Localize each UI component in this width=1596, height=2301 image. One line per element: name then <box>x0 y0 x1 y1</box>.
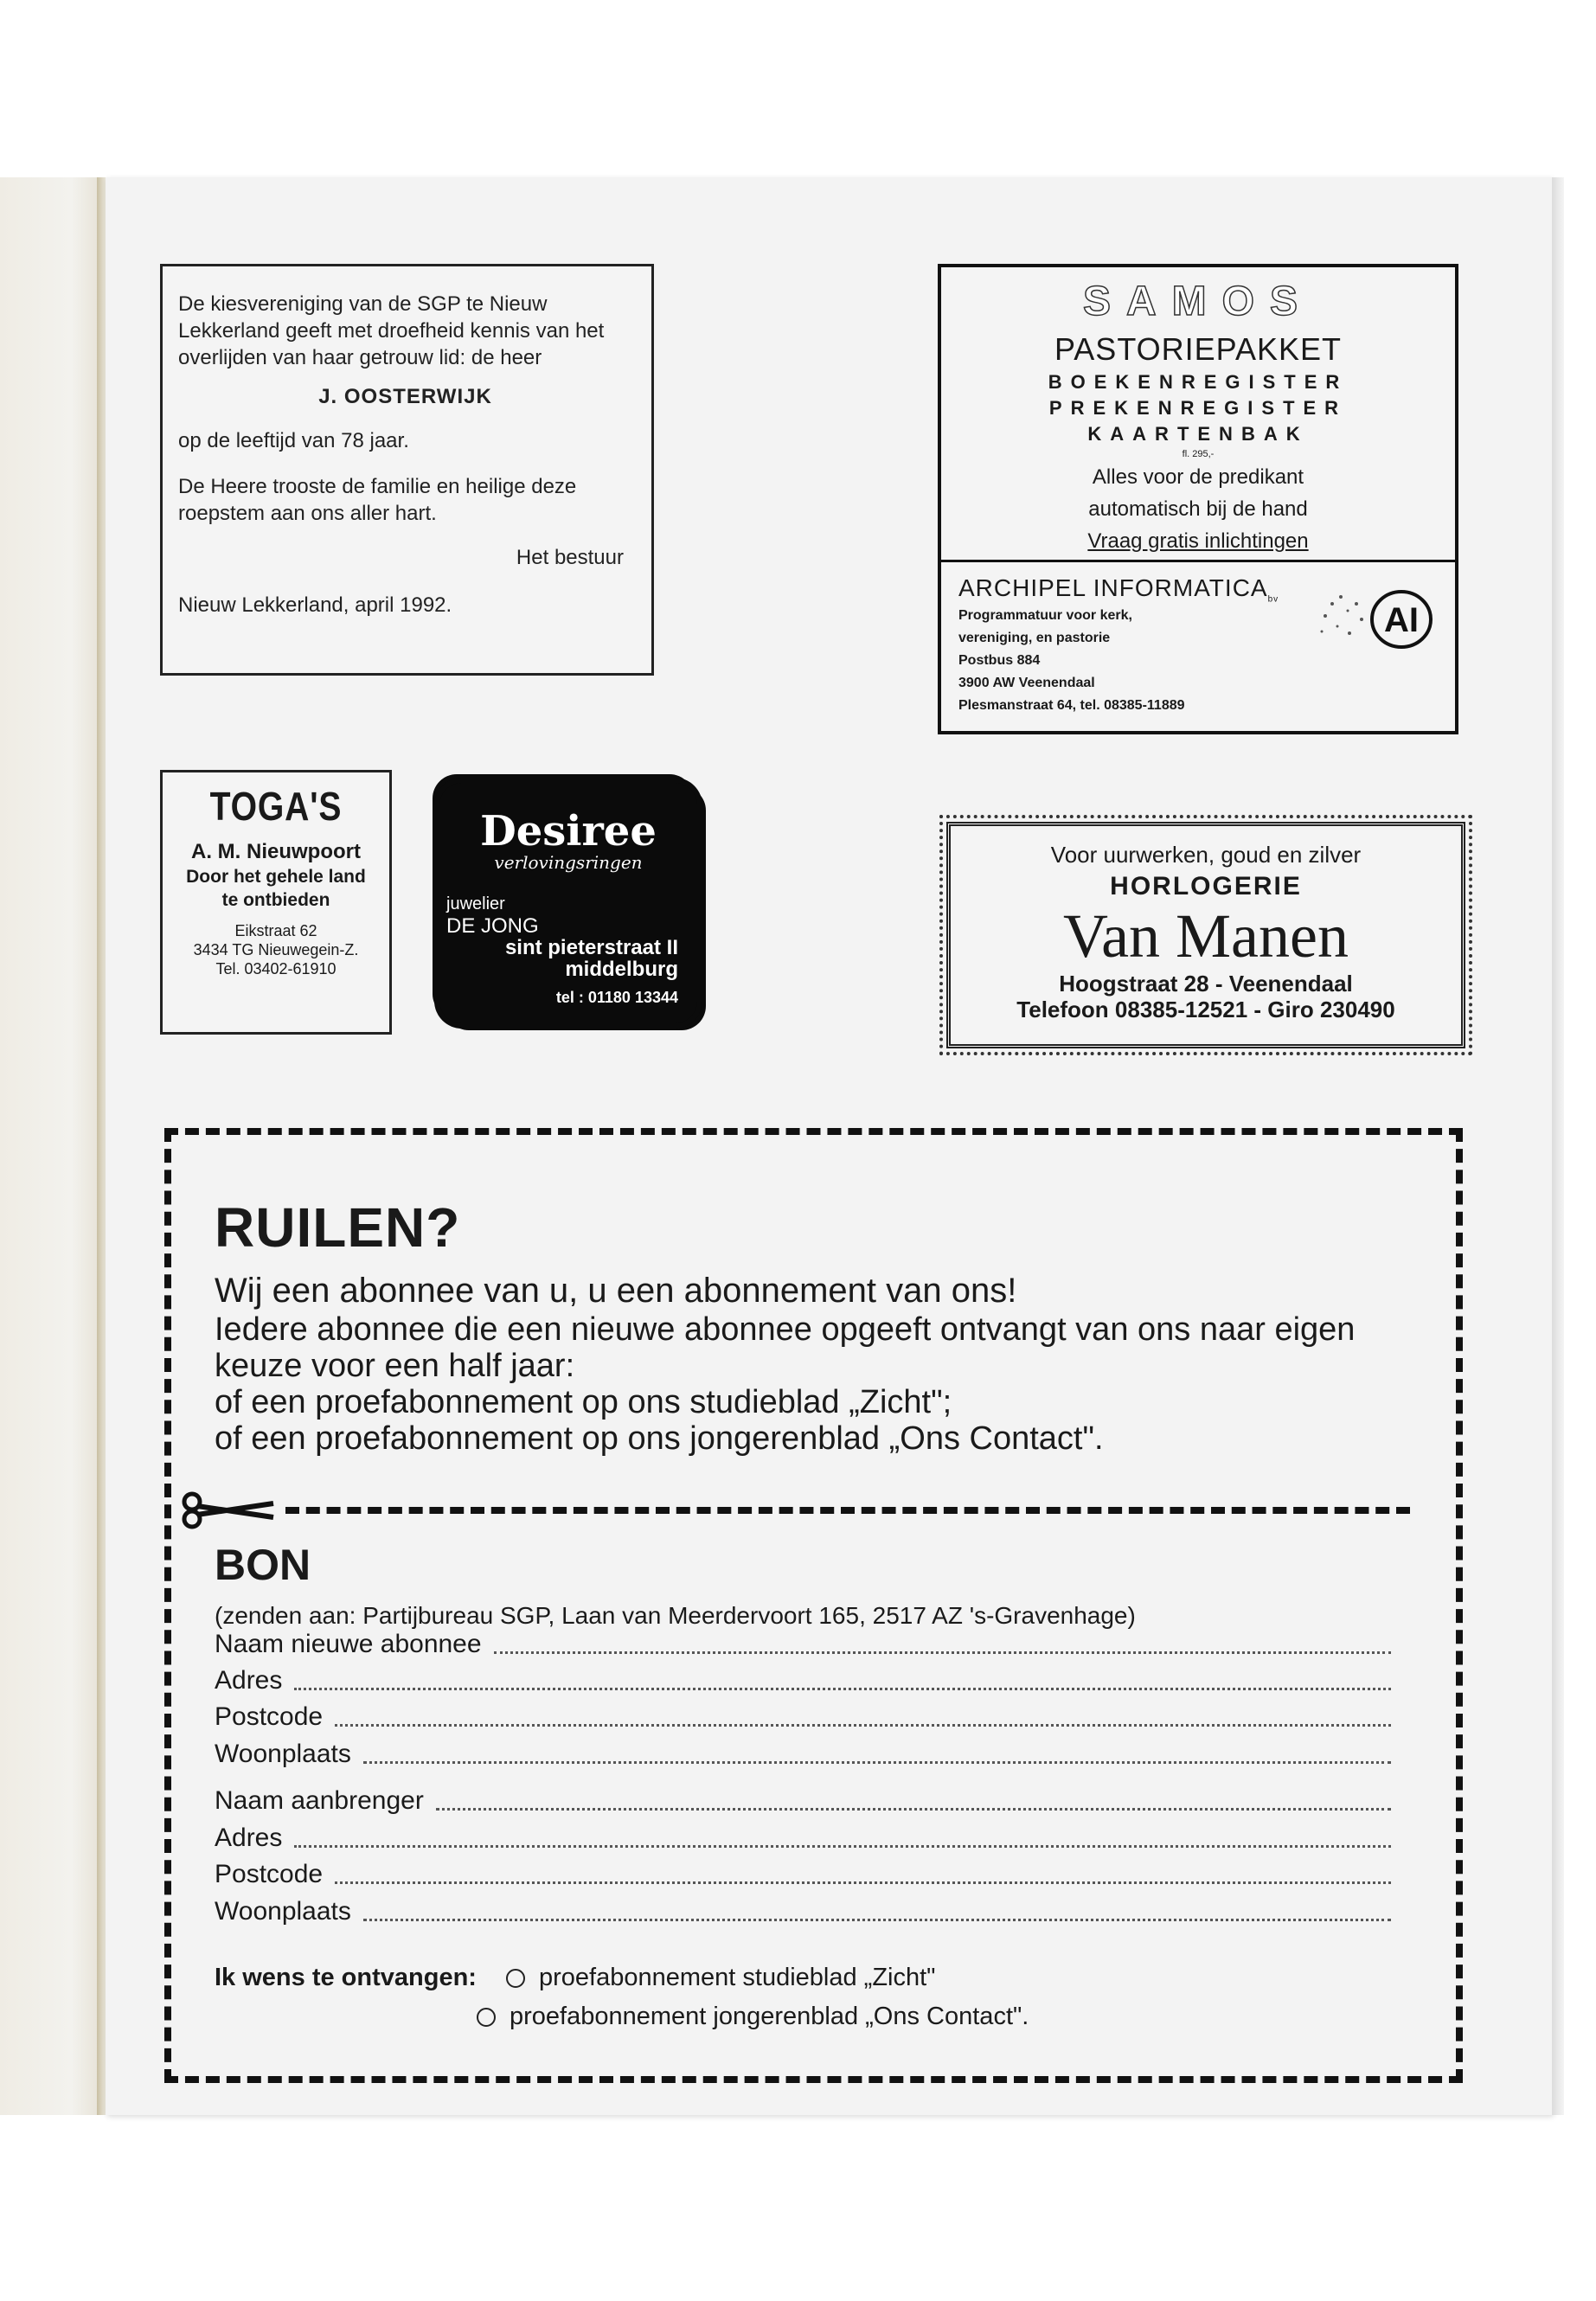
samos-tagline-3: Vraag gratis inlichtingen <box>1087 529 1309 553</box>
coupon-body-line-3: of een proefabonnement op ons studieblad „Zicht"; <box>215 1384 952 1420</box>
archipel-desc-2: vereniging, en pastorie <box>958 630 1111 645</box>
coupon-body-line-4: of een proefabonnement op ons jongerenblad „Ons Contact". <box>215 1420 1104 1457</box>
manen-address: Hoogstraat 28 - Veenendaal <box>1059 971 1353 997</box>
field-adres-aanbrenger[interactable]: Adres <box>215 1823 1391 1853</box>
samos-logo: SAMOS <box>1082 279 1313 324</box>
obituary-name: J. OOSTERWIJK <box>318 385 492 408</box>
samos-price: fl. 295,- <box>1182 449 1215 459</box>
toga-ad <box>160 770 392 1035</box>
coupon-body <box>215 1311 1408 1457</box>
manen-heading: HORLOGERIE <box>1110 872 1302 901</box>
field-postcode[interactable]: Postcode <box>215 1702 1391 1732</box>
toga-street: Eikstraat 62 <box>234 922 317 939</box>
cut-line-dashes <box>285 1507 1410 1514</box>
obituary-wish: De Heere trooste de familie en heilige deze roepstem aan ons aller hart. <box>178 475 577 525</box>
wish-row <box>215 1964 935 1992</box>
archipel-logo-icon <box>1306 578 1436 664</box>
samos-line-3: KAARTENBAK <box>1087 423 1309 445</box>
bon-address: (zenden aan: Partijbureau SGP, Laan van Meerdervoort 165, 2517 AZ 's-Gravenhage) <box>215 1602 1136 1629</box>
samos-line-1: BOEKENREGISTER <box>1048 371 1349 393</box>
van-manen-ad <box>946 822 1465 1048</box>
toga-sub-1: Door het gehele land <box>186 867 366 887</box>
manen-phone: Telefoon 08385-12521 - Giro 230490 <box>1016 997 1395 1022</box>
archipel-desc-1: Programmatuur voor kerk, <box>958 607 1132 623</box>
radio-circle-icon[interactable] <box>477 2008 496 2027</box>
desiree-line-1: juwelier <box>446 894 505 913</box>
samos-tagline-2: automatisch bij de hand <box>1088 497 1308 521</box>
field-naam-nieuwe-abonnee[interactable]: Naam nieuwe abonnee <box>215 1630 1391 1659</box>
wish-label: Ik wens te ontvangen: <box>215 1964 477 1991</box>
cut-line <box>171 1491 1417 1526</box>
desiree-line-3: sint pieterstraat II <box>504 936 678 959</box>
manen-tagline: Voor uurwerken, goud en zilver <box>1050 842 1362 868</box>
obituary-age: op de leeftijd van 78 jaar. <box>178 429 409 452</box>
coupon-heading: RUILEN? <box>215 1196 461 1259</box>
archipel-address-2: 3900 AW Veenendaal <box>958 675 1095 690</box>
manen-name: Van Manen <box>1063 901 1349 971</box>
obituary-intro: De kiesvereniging van de SGP te Nieuw Lekkerland geeft met droefheid kennis van het overlijden van haar getrouw lid: de heer <box>178 292 605 369</box>
bon-heading: BON <box>215 1541 311 1589</box>
book-spine <box>0 177 102 2115</box>
toga-title: TOGA'S <box>209 784 343 829</box>
archipel-address-1: Postbus 884 <box>958 652 1041 668</box>
page-edge <box>1552 177 1564 2115</box>
samos-line-2: PREKENREGISTER <box>1048 397 1348 419</box>
samos-ad-top <box>941 267 1455 562</box>
field-adres[interactable]: Adres <box>215 1666 1391 1695</box>
obituary-signature: Het bestuur <box>516 546 624 569</box>
obituary-place-date: Nieuw Lekkerland, april 1992. <box>178 593 452 617</box>
samos-ad <box>938 264 1458 734</box>
desiree-ad <box>439 783 697 1023</box>
option-ons-contact[interactable]: proefabonnement jongerenblad „Ons Contact". <box>477 2003 1029 2031</box>
archipel-address-3: Plesmanstraat 64, tel. 08385-11889 <box>958 697 1185 713</box>
scissors-icon <box>180 1491 275 1529</box>
spine-edge <box>97 177 106 2115</box>
toga-sub-2: te ontbieden <box>221 890 330 910</box>
desiree-tel: tel : 01180 13344 <box>555 989 678 1006</box>
toga-city: 3434 TG Nieuwegein-Z. <box>193 941 359 958</box>
desiree-title: Desiree <box>480 807 657 856</box>
svg-text:AI: AI <box>1384 601 1419 639</box>
field-woonplaats[interactable]: Woonplaats <box>215 1740 1391 1769</box>
desiree-lines <box>446 894 697 980</box>
samos-tagline-1: Alles voor de predikant <box>1092 465 1304 489</box>
field-postcode-aanbrenger[interactable]: Postcode <box>215 1860 1391 1889</box>
toga-tel: Tel. 03402-61910 <box>215 960 337 977</box>
coupon-body-line-1: Iedere abonnee die een nieuwe abonnee opgeeft ontvangt van ons naar eigen <box>215 1311 1356 1348</box>
radio-circle-icon[interactable] <box>506 1969 525 1988</box>
ruilen-coupon <box>164 1128 1463 2083</box>
option-zicht[interactable]: proefabonnement studieblad „Zicht" <box>506 1964 935 1992</box>
coupon-body-line-2: keuze voor een half jaar: <box>215 1348 575 1384</box>
field-naam-aanbrenger[interactable]: Naam aanbrenger <box>215 1786 1391 1816</box>
desiree-line-2: DE JONG <box>446 914 539 938</box>
coupon-lead: Wij een abonnee van u, u een abonnement van ons! <box>215 1272 1017 1310</box>
field-woonplaats-aanbrenger[interactable]: Woonplaats <box>215 1897 1391 1926</box>
desiree-line-4: middelburg <box>565 958 678 981</box>
toga-name: A. M. Nieuwpoort <box>191 840 361 863</box>
archipel-block <box>941 562 1455 717</box>
archipel-title: ARCHIPEL $INFORMATICA_{bv}$ <box>958 574 1279 605</box>
desiree-sub: verlovingsringen <box>494 852 643 873</box>
samos-title: PASTORIEPAKKET <box>1054 331 1343 367</box>
obituary-notice <box>160 264 654 676</box>
